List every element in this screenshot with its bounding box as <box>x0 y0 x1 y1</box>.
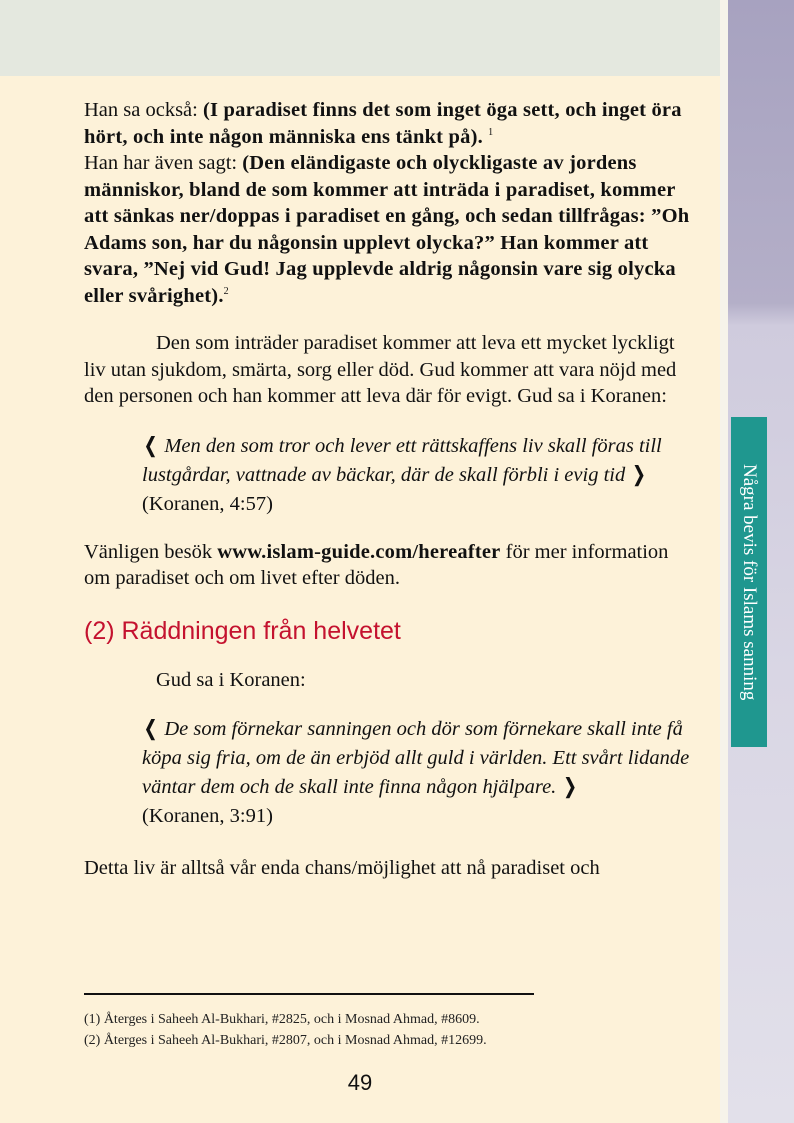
footnote-2: (2) Återges i Saheeh Al-Bukhari, #2807, och i Mosnad Ahmad, #12699. <box>84 1033 487 1048</box>
website-link[interactable]: www.islam-guide.com/hereafter <box>217 540 501 563</box>
paragraph-1-lead: Han sa också: <box>84 99 203 121</box>
paragraph-3: Den som inträder paradiset kommer att leva ett mycket lyckligt liv utan sjukdom, smärta, sorg eller död. Gud kommer att vara nöjd med den personen och han kommer att leva där för evigt. Gud sa i Koranen: <box>84 332 677 407</box>
hadith-quote-1: (I paradiset finns det som inget öga sett, och inget öra hört, och inte någon människa ens tänkt på). <box>84 99 682 148</box>
section-heading: (2) Räddningen från helvetet <box>84 616 401 645</box>
paragraph-2-lead: Han har även sagt: <box>84 152 243 174</box>
page-content <box>84 97 699 882</box>
quote-reference: (Koranen, 4:57) <box>142 492 273 515</box>
footnote-divider <box>84 993 534 995</box>
footnote-ref-1: 1 <box>488 126 494 138</box>
final-line: Detta liv är alltså vår enda chans/möjlighet att nå paradiset och <box>84 857 600 879</box>
visit-rest: för mer information om paradiset och om livet efter döden. <box>84 540 669 589</box>
quote-open-bracket: ❬ <box>142 434 160 457</box>
footnote-ref-2: 2 <box>223 285 229 297</box>
footnotes <box>84 1009 704 1051</box>
quote-close-bracket: ❭ <box>630 463 648 486</box>
visit-lead: Vänligen besök <box>84 540 218 563</box>
visit-paragraph <box>84 539 699 592</box>
quote-close-bracket: ❭ <box>561 776 579 798</box>
quote-text: De som förnekar sanningen och dör som förnekare skall inte få köpa sig fria, om de än erbjöd allt guld i världen. Ett svårt lidande väntar dem och de skall inte finna någon hjälpare. <box>142 718 690 798</box>
quote-open-bracket: ❬ <box>142 718 160 740</box>
quote-text: Men den som tror och lever ett rättskaffens liv skall föras till lustgårdar, vattnade av bäckar, där de skall förbli i evig tid <box>142 434 662 486</box>
gud-line: Gud sa i Koranen: <box>156 668 306 691</box>
running-title: Några bevis för Islams sanning <box>739 463 760 701</box>
quran-quote-1 <box>142 432 699 519</box>
margin-divider <box>720 0 728 1123</box>
page-number: 49 <box>347 1070 373 1095</box>
quote-reference: (Koranen, 3:91) <box>142 805 273 827</box>
hadith-quote-2: (Den eländigaste och olyckligaste av jordens människor, bland de som kommer att inträda i paradiset, kommer att sänkas ner/doppas i paradiset en gång, och sedan tillfrågas: ”Oh Adams son, har du någonsin upplevt olycka?” Han kommer att svara, ”Nej vid Gud! Jag upplevde aldrig någonsin vare sig olycka eller svårighet). <box>84 152 690 307</box>
paragraph-1 <box>84 97 699 309</box>
top-band <box>0 0 720 76</box>
footnote-1: (1) Återges i Saheeh Al-Bukhari, #2825, och i Mosnad Ahmad, #8609. <box>84 1012 480 1027</box>
quran-quote-2 <box>142 715 699 831</box>
running-title-tab <box>731 417 767 747</box>
